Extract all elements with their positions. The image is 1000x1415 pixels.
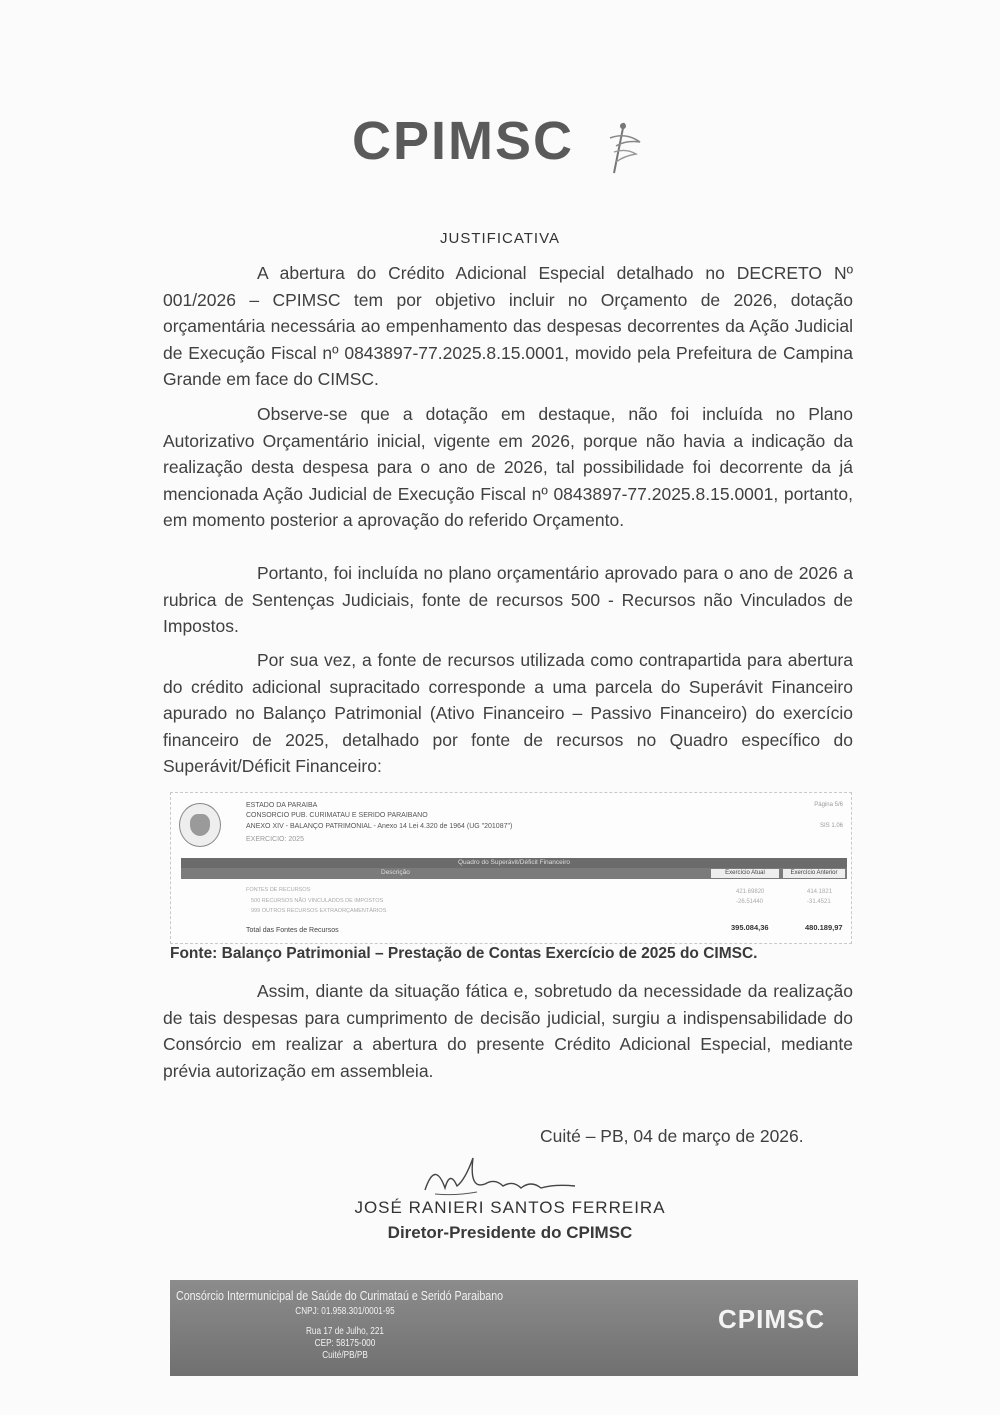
paragraph-5 bbox=[163, 978, 853, 1084]
report-row: 500 RECURSOS NÃO VINCULADOS DE IMPOSTOS bbox=[251, 898, 384, 904]
paragraph-2-text: Observe-se que a dotação em destaque, não foi incluída no Plano Autorizativo Orçamentário inicial, vigente em 2026, porque não havia a indicação da realização desta despesa para o ano de 2026, tal possibilidade foi decorrente da já mencionada Ação Judicial de Execução Fiscal nº 0843897-77.2025.8.15.0001, portanto, em momento posterior a aprovação do referido Orçamento. bbox=[163, 404, 853, 531]
report-cell: -31.4521 bbox=[807, 899, 831, 905]
report-header-line: CONSORCIO PUB. CURIMATAU E SERIDO PARAIBANO bbox=[246, 812, 428, 819]
report-total-atual: 395.084,36 bbox=[731, 923, 769, 932]
header-logo bbox=[352, 110, 662, 180]
date-line: Cuité – PB, 04 de março de 2026. bbox=[540, 1126, 804, 1146]
report-row: 999 OUTROS RECURSOS EXTRAORÇAMENTÁRIOS bbox=[251, 908, 387, 914]
paragraph-5-text: Assim, diante da situação fática e, sobretudo da necessidade da realização de tais despesas para cumprimento de decisão judicial, surgiu a indispensabilidade do Consórcio em realizar a abertura do presente Crédito Adicional Especial, mediante prévia autorização em assembleia. bbox=[163, 981, 853, 1081]
footer-logo: CPIMSC bbox=[718, 1304, 826, 1334]
paragraph-4 bbox=[163, 647, 853, 780]
paragraph-4-text: Por sua vez, a fonte de recursos utilizada como contrapartida para abertura do crédito adicional supracitado corresponde a uma parcela do Superávit Financeiro apurado no Balanço Patrimonial (Ativo Financeiro – Passivo Financeiro) do exercício financeiro de 2025, detalhado por fonte de recursos no Quadro específico do Superávit/Déficit Financeiro: bbox=[163, 650, 853, 777]
report-total-anterior: 480.189,97 bbox=[805, 923, 843, 932]
footer-city: Cuité/PB/PB bbox=[322, 1350, 368, 1361]
col-exercicio-anterior: Exercício Anterior bbox=[783, 869, 845, 878]
report-header-line: EXERCICIO: 2025 bbox=[246, 836, 304, 843]
signatory-role: Diretor-Presidente do CPIMSC bbox=[387, 1223, 633, 1242]
caduceus-icon bbox=[596, 118, 646, 178]
paragraph-1-text: A abertura do Crédito Adicional Especial detalhado no DECRETO Nº 001/2026 – CPIMSC tem por objetivo incluir no Orçamento de 2026, dotação orçamentária necessária ao empenhamento das despesas decorrentes da Ação Judicial de Execução Fiscal nº 0843897-77.2025.8.15.0001, movido pela Prefeitura de Campina Grande em face do CIMSC. bbox=[163, 263, 853, 390]
paragraph-3 bbox=[163, 560, 853, 640]
report-cell: 414.1821 bbox=[807, 889, 833, 895]
report-header-line: ESTADO DA PARAIBA bbox=[246, 802, 318, 809]
report-total-label: Total das Fontes de Recursos bbox=[246, 927, 339, 934]
report-table-title: Quadro do Superávit/Déficit Financeiro bbox=[181, 858, 847, 868]
report-header-line: ANEXO XIV - BALANÇO PATRIMONIAL - Anexo 14 Lei 4.320 de 1964 (UG "201087") bbox=[246, 823, 513, 830]
report-page-label: Página 5/6 bbox=[814, 802, 843, 808]
footer-cep: CEP: 58175-000 bbox=[314, 1338, 376, 1349]
paragraph-3-text: Portanto, foi incluída no plano orçamentário aprovado para o ano de 2026 a rubrica de Sentenças Judiciais, fonte de recursos 500 - Recursos não Vinculados de Impostos. bbox=[163, 563, 853, 637]
footer-cnpj: CNPJ: 01.958.301/0001-95 bbox=[295, 1306, 395, 1317]
state-seal-icon bbox=[179, 803, 221, 847]
report-row: FONTES DE RECURSOS bbox=[246, 887, 311, 893]
col-exercicio-atual: Exercício Atual bbox=[711, 869, 779, 878]
paragraph-2 bbox=[163, 401, 853, 534]
report-cell: -26.51440 bbox=[736, 899, 764, 905]
report-cell: 421.69820 bbox=[736, 889, 765, 895]
embedded-balance-report bbox=[170, 792, 852, 944]
col-descricao: Descrição bbox=[381, 869, 410, 876]
logo-text: CPIMSC bbox=[352, 111, 575, 171]
paragraph-1 bbox=[163, 260, 853, 393]
document-title: JUSTIFICATIVA bbox=[440, 230, 560, 247]
footer-street: Rua 17 de Julho, 221 bbox=[306, 1326, 384, 1337]
report-table-header bbox=[181, 868, 847, 879]
report-page-code: SIS 1.06 bbox=[819, 823, 843, 829]
footer-org-name: Consórcio Intermunicipal de Saúde do Curimataú e Seridó Paraibano bbox=[176, 1288, 504, 1303]
footer-banner bbox=[170, 1280, 858, 1376]
figure-caption: Fonte: Balanço Patrimonial – Prestação de Contas Exercício de 2025 do CIMSC. bbox=[170, 945, 758, 962]
signatory-name: JOSÉ RANIERI SANTOS FERREIRA bbox=[354, 1198, 666, 1217]
